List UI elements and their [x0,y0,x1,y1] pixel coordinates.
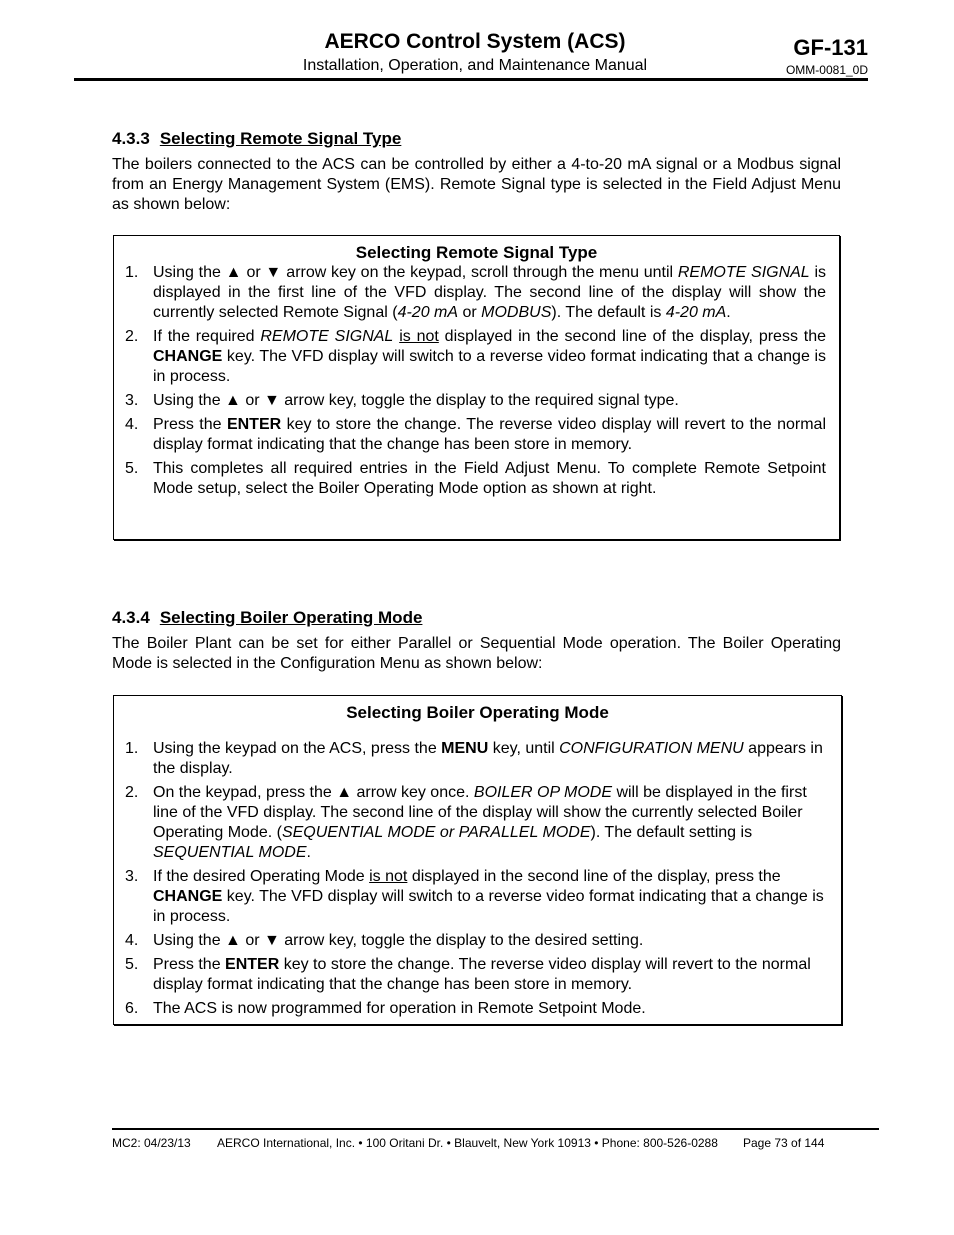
footer-divider [112,1128,879,1130]
procedure-step: 1. Using the keypad on the ACS, press the MENU key, until CONFIGURATION MENU appears in the display. [125,740,823,777]
header-subtitle: Installation, Operation, and Maintenance Manual [302,57,648,74]
section-heading-4-3-4 [112,608,422,628]
procedure-step: 2. If the required REMOTE SIGNAL is not displayed in the second line of the display, press the CHANGE key. The VFD display will switch to a reverse video format indicating that a change is in process. [125,328,827,385]
procedure-box-title: Selecting Remote Signal Type [355,243,598,262]
procedure-step: 1. Using the ▲ or ▼ arrow key on the keypad, scroll through the menu until REMOTE SIGNAL is displayed in the first line of the VFD display. The second line of the display will show the currently selected Remote Signal (4-20 mA or MODBUS). The default is 4-20 mA. [125,264,827,321]
header-title: AERCO Control System (ACS) [324,30,626,53]
footer-company: AERCO International, Inc. • 100 Oritani Dr. • Blauvelt, New York 10913 • Phone: 800-526-0288 [217,1136,718,1150]
section-intro: The boilers connected to the ACS can be controlled by either a 4-to-20 mA signal or a Modbus signal from an Energy Management System (EMS). Remote Signal type is selected in the Field Adjust Menu as shown below: [112,156,841,213]
page-header [74,28,866,80]
footer-page-number: Page 73 of 144 [743,1136,825,1150]
procedure-step: 3. Using the ▲ or ▼ arrow key, toggle the display to the required signal type. [125,392,679,409]
procedure-step: 4. Press the ENTER key to store the change. The reverse video display will revert to the normal display format indicating that the change has been store in memory. [125,416,826,453]
procedure-box-remote-signal [113,235,840,540]
section-number: 4.3.3 [112,129,150,148]
section-title: Selecting Boiler Operating Mode [159,608,423,627]
procedure-step: 5. Press the ENTER key to store the change. The reverse video display will revert to the normal display format indicating that the change has been store in memory. [125,956,811,993]
section-heading-4-3-3 [112,129,401,149]
section-title: Selecting Remote Signal Type [159,129,402,148]
procedure-step: 2. On the keypad, press the ▲ arrow key once. BOILER OP MODE will be displayed in the first line of the VFD display. The second line of the display will show the currently selected Boiler Operating Mode. (SEQUENTIAL MODE or PARALLEL MODE). The default setting is SEQUENTIAL MODE. [125,784,807,861]
section-intro: The Boiler Plant can be set for either Parallel or Sequential Mode operation. The Boiler Operating Mode is selected in the Configuration Menu as shown below: [112,635,841,672]
procedure-step: 4. Using the ▲ or ▼ arrow key, toggle the display to the desired setting. [125,932,644,949]
procedure-box-operating-mode [113,695,842,1025]
doc-code: GF-131 [793,35,868,60]
procedure-steps [114,739,830,1019]
section-number: 4.3.4 [112,608,150,627]
footer-date: MC2: 04/23/13 [112,1136,191,1150]
procedure-box-title: Selecting Boiler Operating Mode [346,703,609,722]
procedure-steps [114,263,826,499]
doc-number: OMM-0081_0D [785,63,868,77]
procedure-step: 3. If the desired Operating Mode is not displayed in the second line of the display, press the CHANGE key. The VFD display will switch to a reverse video format indicating that a change is in process. [125,868,824,925]
procedure-step: 6. The ACS is now programmed for operation in Remote Setpoint Mode. [125,1000,646,1017]
header-divider [74,78,868,81]
procedure-step: 5. This completes all required entries in the Field Adjust Menu. To complete Remote Setpoint Mode setup, select the Boiler Operating Mode option as shown at right. [125,460,826,497]
